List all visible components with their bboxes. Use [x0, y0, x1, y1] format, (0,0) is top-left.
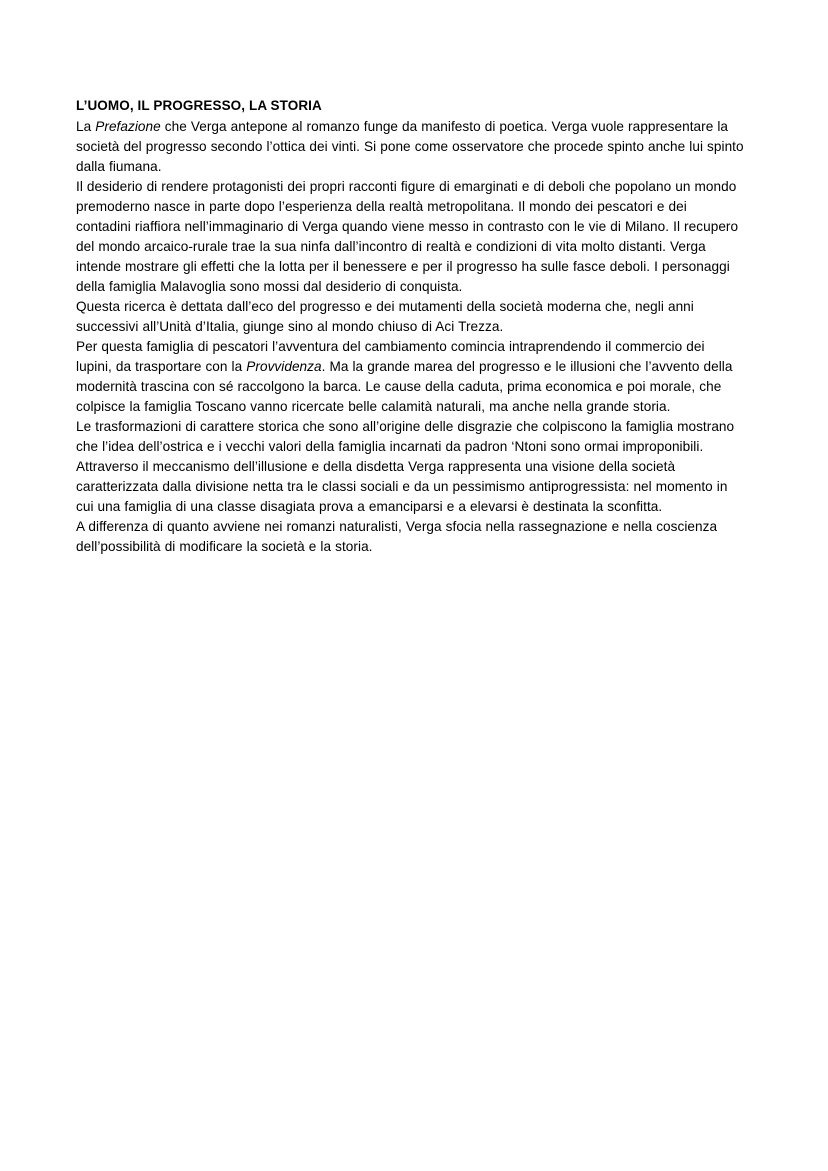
document-body	[76, 117, 744, 556]
page-title: L’UOMO, IL PROGRESSO, LA STORIA	[76, 98, 322, 113]
paragraph: Le trasformazioni di carattere storica che sono all’origine delle disgrazie che colpiscono la famiglia mostrano che l’idea dell’ostrica e i vecchi valori della famiglia incarnati da padron ‘Ntoni sono ormai improponibili. Attraverso il meccanismo dell’illusione e della disdetta Verga rappresenta una visione della società caratterizzata dalla divisione netta tra le classi sociali e da un pessimismo antiprogressista: nel momento in cui una famiglia di una classe disagiata prova a emanciparsi e a elevarsi è destinata la sconfitta.	[76, 418, 735, 514]
paragraph: Il desiderio di rendere protagonisti dei propri racconti figure di emarginati e di deboli che popolano un mondo premoderno nasce in parte dopo l’esperienza della realtà metropolitana. Il mondo dei pescatori e dei contadini riaffiora nell’immaginario di Verga quando viene messo in contrasto con le vie di Milano. Il recupero del mondo arcaico-rurale trae la sua ninfa dall’incontro di realtà e condizioni di vita molto distanti. Verga intende mostrare gli effetti che la lotta per il benessere e per il progresso ha sulle fasce deboli. I personaggi della famiglia Malavoglia sono mossi dal desiderio di conquista.	[76, 179, 739, 294]
paragraph: Questa ricerca è dettata dall’eco del progresso e dei mutamenti della società moderna che, negli anni successivi all’Unità d’Italia, giunge sino al mondo chiuso di Aci Trezza.	[76, 298, 694, 334]
paragraph: La Prefazione che Verga antepone al romanzo funge da manifesto di poetica. Verga vuole rappresentare la società del progresso secondo l’ottica dei vinti. Si pone come osservatore che procede spinto anche lui spinto dalla fiumana.	[76, 119, 744, 175]
paragraph: Per questa famiglia di pescatori l’avventura del cambiamento comincia intraprendendo il commercio dei lupini, da trasportare con la Provvidenza. Ma la grande marea del progresso e le illusioni che l’avvento della modernità trascina con sé raccolgono la barca. Le cause della caduta, prima economica e poi morale, che colpisce la famiglia Toscano vanno ricercate belle calamità naturali, ma anche nella grande storia.	[76, 338, 733, 414]
paragraph: A differenza di quanto avviene nei romanzi naturalisti, Verga sfocia nella rassegnazione e nella coscienza dell’possibilità di modificare la società e la storia.	[76, 518, 718, 554]
